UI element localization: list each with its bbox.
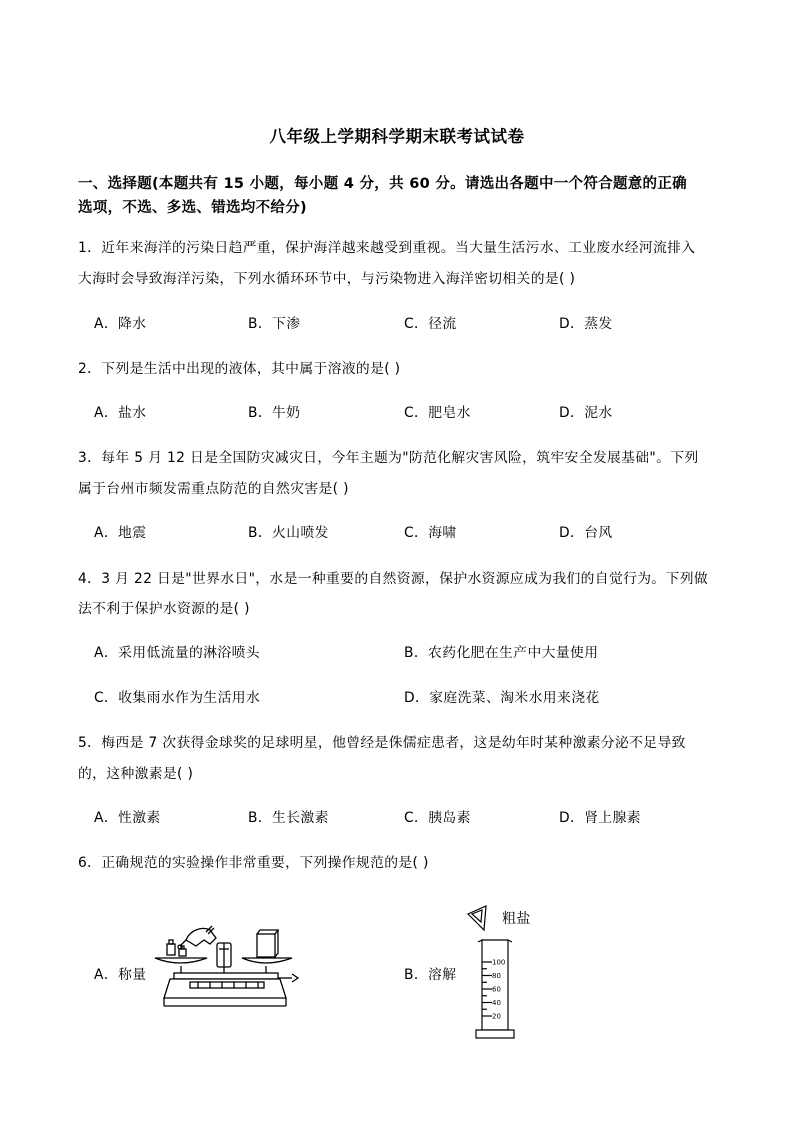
q5-option-a[interactable]: A．性激素 [94, 810, 161, 826]
q2-option-a[interactable]: A．盐水 [94, 405, 147, 421]
q2-option-c[interactable]: C．肥皂水 [404, 405, 471, 421]
q3-option-c[interactable]: C．海啸 [404, 525, 457, 541]
question-5-line1: 5．梅西是 7 次获得金球奖的足球明星，他曾经是侏儒症患者，这是幼年时某种激素分泌不足导致 [78, 735, 686, 751]
cylinder-tick-label: 40 [492, 999, 501, 1007]
page-title: 八年级上学期科学期末联考试试卷 [269, 127, 525, 146]
cylinder-scale [482, 959, 505, 1021]
cylinder-tick-label: 80 [492, 972, 501, 980]
q3-option-b[interactable]: B．火山喷发 [248, 525, 329, 541]
q4-option-a[interactable]: A．采用低流量的淋浴喷头 [94, 645, 261, 661]
q5-option-d[interactable]: D．肾上腺素 [559, 810, 642, 826]
cylinder-tick-label: 100 [492, 958, 506, 967]
q4-option-c[interactable]: C．收集雨水作为生活用水 [94, 690, 261, 706]
q3-option-d[interactable]: D．台风 [559, 525, 613, 541]
question-1-line2: 大海时会导致海洋污染，下列水循环环节中，与污染物进入海洋密切相关的是( ) [78, 271, 576, 287]
question-1-line1: 1．近年来海洋的污染日趋严重，保护海洋越来越受到重视。当大量生活污水、工业废水经河流排入 [78, 240, 696, 256]
question-2-line1: 2．下列是生活中出现的液体，其中属于溶液的是( ) [78, 361, 401, 377]
q1-option-d[interactable]: D．蒸发 [559, 316, 613, 332]
question-4-line1: 4．3 月 22 日是"世界水日"，水是一种重要的自然资源，保护水资源应成为我们的自觉行为。下列做 [78, 571, 708, 587]
q5-option-c[interactable]: C．胰岛素 [404, 810, 471, 826]
section-heading-line2: 选项，不选、多选、错选均不给分) [78, 200, 307, 216]
cylinder-tick-label: 20 [492, 1012, 501, 1021]
q6-option-b[interactable]: B．溶解 [404, 967, 457, 983]
q1-option-a[interactable]: A．降水 [94, 316, 147, 332]
q1-option-b[interactable]: B．下渗 [248, 316, 301, 332]
question-3-line1: 3．每年 5 月 12 日是全国防灾减灾日，今年主题为"防范化解灾害风险，筑牢安全发展基础"。下列 [78, 450, 699, 466]
question-5-line2: 的，这种激素是( ) [78, 766, 194, 782]
salt-label: 粗盐 [502, 911, 531, 927]
cylinder-tick-label: 60 [492, 985, 501, 994]
q4-option-b[interactable]: B．农药化肥在生产中大量使用 [404, 645, 599, 661]
question-6-line1: 6．正确规范的实验操作非常重要，下列操作规范的是( ) [78, 855, 429, 871]
question-4-line2: 法不利于保护水资源的是( ) [78, 601, 250, 617]
q5-option-b[interactable]: B．生长激素 [248, 810, 329, 826]
q2-option-b[interactable]: B．牛奶 [248, 405, 301, 421]
q2-option-d[interactable]: D．泥水 [559, 405, 613, 421]
balance-scale-figure [150, 916, 300, 1022]
q1-option-c[interactable]: C．径流 [404, 316, 457, 332]
q4-option-d[interactable]: D．家庭洗菜、淘米水用来浇花 [404, 690, 600, 706]
section-heading-line1: 一、选择题(本题共有 15 小题，每小题 4 分，共 60 分。请选出各题中一个符合题意的正确 [78, 176, 687, 192]
question-3-line2: 属于台州市频发需重点防范的自然灾害是( ) [78, 481, 349, 497]
q3-option-a[interactable]: A．地震 [94, 525, 147, 541]
q6-option-a[interactable]: A．称量 [94, 967, 147, 983]
